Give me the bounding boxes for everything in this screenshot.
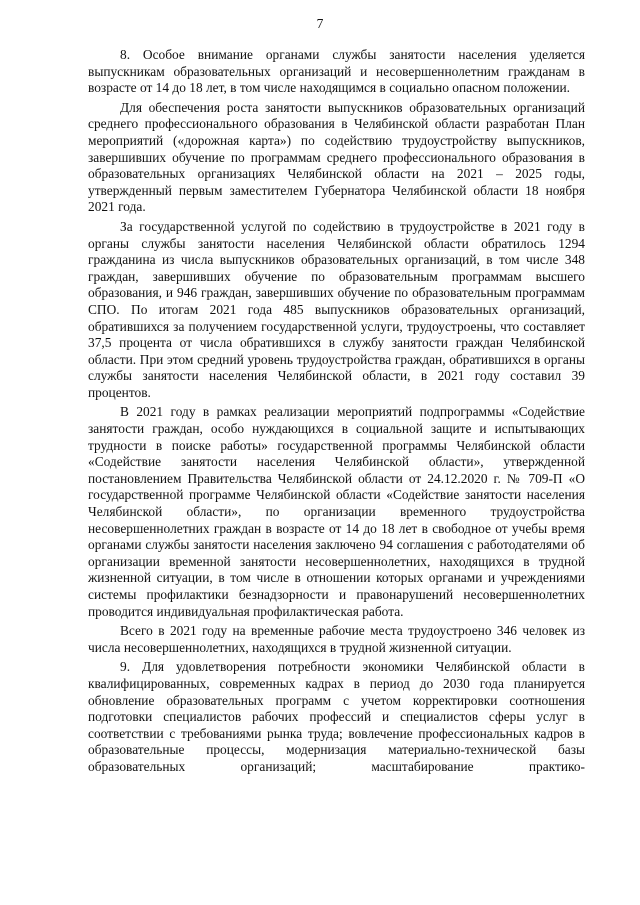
paragraph-roadmap: Для обеспечения роста занятости выпускников образовательных организаций среднего профессионального образования в Челябинской области разработан План мероприятий («дорожная карта») по содействию трудоустройству выпускников, завершивших обучение по программам среднего профессионального образования в образовательных организациях Челябинской области на 2021 – 2025 годы, утвержденный первым заместителем Губернатора Челябинской области 18 ноября 2021 года.: [88, 99, 585, 215]
page-number: 7: [316, 16, 324, 31]
paragraph-item-8: 8. Особое внимание органами службы занятости населения уделяется выпускникам образовательных организаций и несовершеннолетним гражданам в возрасте от 14 до 18 лет, в том числе находящимся в социально опасном положении.: [88, 47, 585, 96]
paragraph-temporary-jobs-total: Всего в 2021 году на временные рабочие места трудоустроено 346 человек из числа несовершеннолетних, находящихся в трудной жизненной ситуации.: [88, 623, 585, 655]
paragraph-employment-statistics: За государственной услугой по содействию в трудоустройстве в 2021 году в органы службы занятости населения Челябинской области обратилось 1294 гражданина из числа выпускников образовательных организаций, в том числе 348 граждан, завершивших обучение по образовательным программам высшего образования, и 946 граждан, завершивших обучение по образовательным программам СПО. По итогам 2021 года 485 выпускников образовательных организаций, обратившихся за получением государственной услуги, трудоустроены, что составляет 37,5 процента от числа обратившихся в службу занятости граждан Челябинской области. При этом средний уровень трудоустройства граждан, обратившихся в органы службы занятости населения Челябинской области, в 2021 году составил 39 процентов.: [88, 218, 585, 400]
paragraph-item-9: 9. Для удовлетворения потребности экономики Челябинской области в квалифицированных, современных кадрах в период до 2030 года планируется обновление образовательных программ с учетом корректировки соотношения подготовки специалистов рабочих профессий и специалистов сферы услуг в соответствии с требованиями рынка труда; вовлечение профессиональных кадров в образовательные процессы, модернизация материально-технической базы образовательных организаций; масштабирование практико-: [88, 659, 585, 774]
document-body: [88, 47, 585, 779]
paragraph-temporary-employment-program: В 2021 году в рамках реализации мероприятий подпрограммы «Содействие занятости граждан, особо нуждающихся в социальной защите и испытывающих трудности в поиске работы» государственной программы Челябинской области «Содействие занятости населения Челябинской области», утвержденной постановлением Правительства Челябинской области от 24.12.2020 г. № 709-П «О государственной программе Челябинской области «Содействие занятости населения Челябинской области», по организации временного трудоустройства несовершеннолетних граждан в возрасте от 14 до 18 лет в свободное от учебы время органами службы занятости населения заключено 94 соглашения с работодателями об организации временной занятости несовершеннолетних, находящихся в трудной жизненной ситуации, в том числе в отношении которых органами и учреждениями системы профилактики безнадзорности и правонарушений несовершеннолетних проводится индивидуальная профилактическая работа.: [88, 404, 585, 619]
